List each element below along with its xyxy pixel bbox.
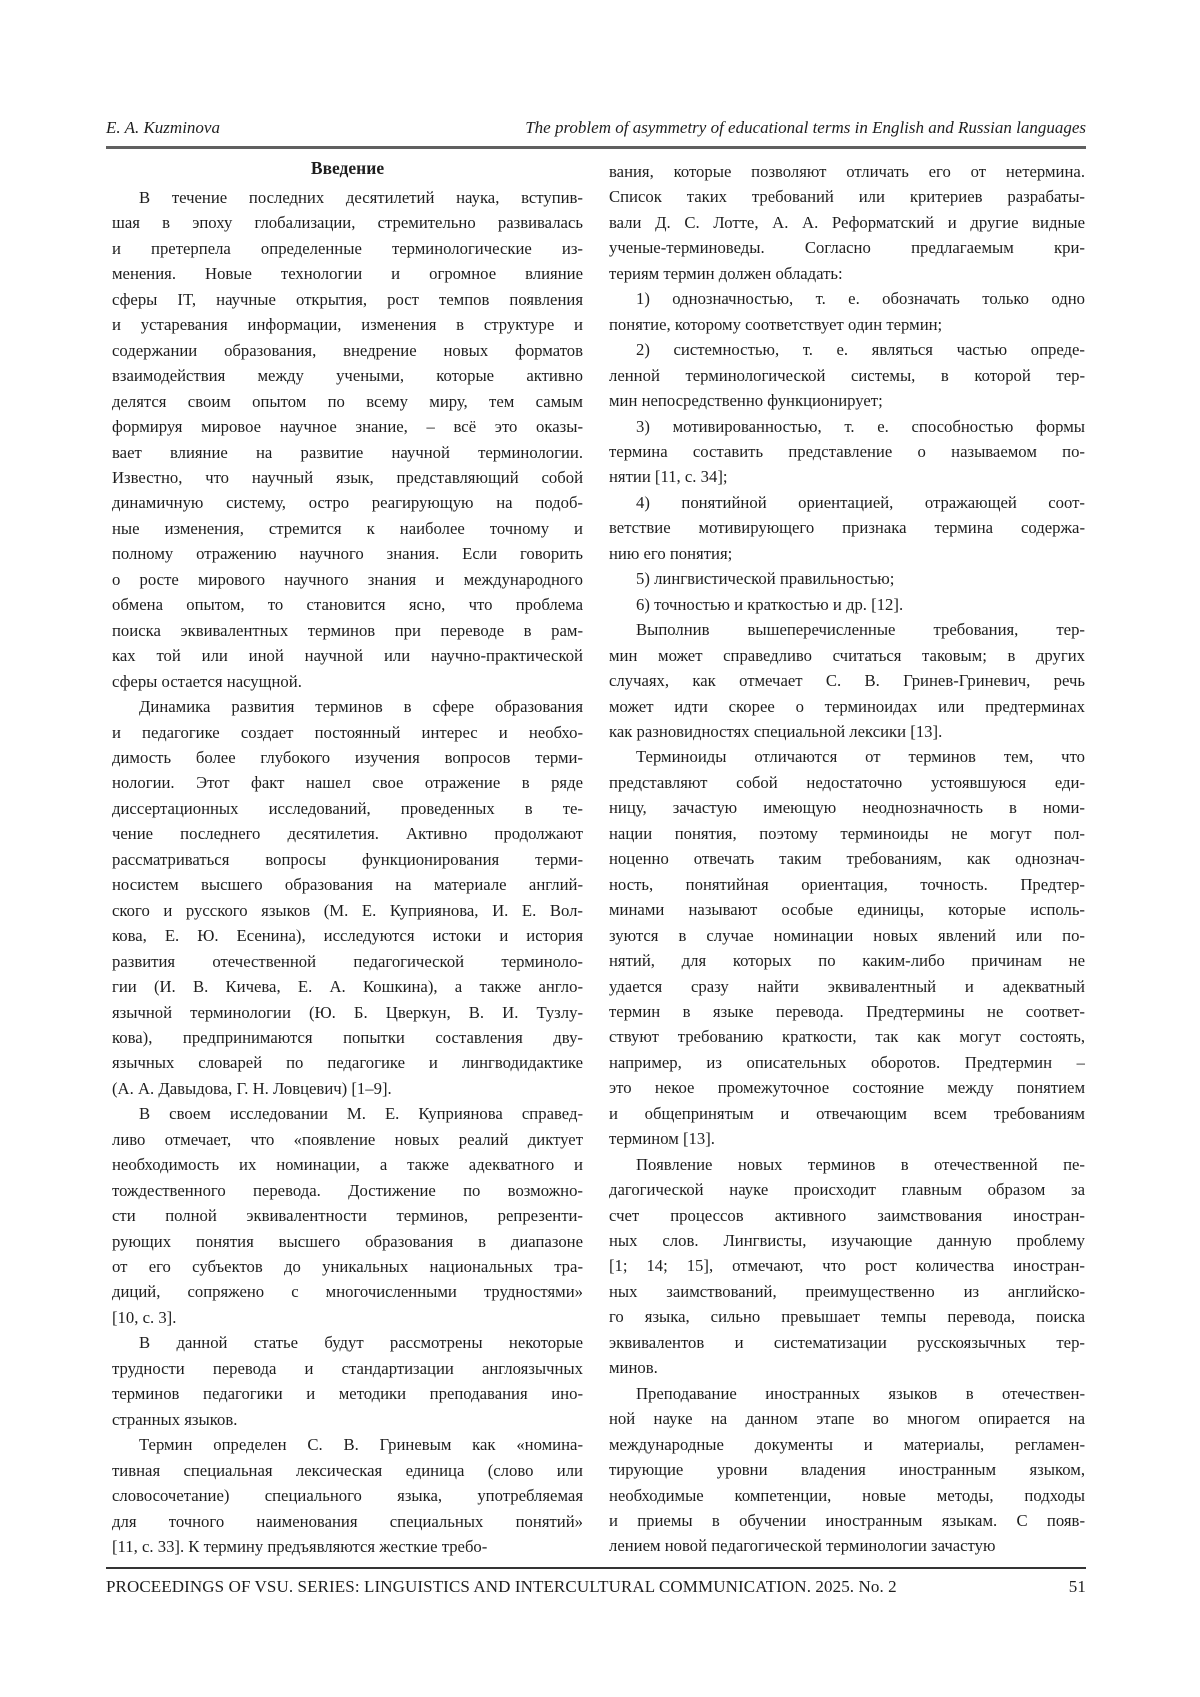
text-line: 4) понятийной ориентацией, отражающей соот- [636, 492, 1085, 512]
text-line: сферы остается насущной. [112, 671, 302, 691]
text-line: язычных словарей по педагогике и лингводидактике [112, 1053, 583, 1073]
text-line: 2) системностью, т. е. являться частью опреде- [636, 340, 1085, 360]
text-line: Динамика развития терминов в сфере образования [139, 697, 583, 717]
header-author: E. A. Kuzminova [106, 118, 220, 137]
text-line: международные документы и материалы, регламен- [609, 1434, 1085, 1454]
text-line: язычной терминологии (Ю. Б. Цверкун, В. И. Тузлу- [112, 1002, 583, 1022]
paragraph [112, 1330, 583, 1432]
text-line: менения. Новые технологии и огромное влияние [112, 264, 583, 284]
text-line: и педагогике создает постоянный интерес и необхо- [112, 722, 583, 742]
text-line: зуются в случае номинации новых явлений или по- [609, 925, 1085, 945]
text-line: кова), предпринимаются попытки составления дву- [112, 1027, 583, 1047]
text-line: 1) однозначностью, т. е. обозначать только одно [636, 289, 1085, 309]
text-line: диссертационных исследований, проведенных в те- [112, 798, 583, 818]
text-line: (А. А. Давыдова, Г. Н. Ловцевич) [1–9]. [112, 1078, 392, 1098]
text-line: представляют собой недостаточно устоявшуюся еди- [609, 772, 1085, 792]
text-line: диций, сопряжено с многочисленными трудностями» [112, 1282, 583, 1302]
paragraph [609, 337, 1085, 413]
text-line: странных языков. [112, 1409, 238, 1429]
left-column-text [112, 185, 583, 1559]
text-line: [1; 14; 15], отмечают, что рост количества иностран- [609, 1256, 1085, 1276]
text-line: тивная специальная лексическая единица (слово или [112, 1460, 583, 1480]
text-line: Известно, что научный язык, представляющий собой [112, 467, 583, 487]
text-line: гии (И. В. Кичева, Е. А. Кошкина), а также англо- [112, 977, 583, 997]
paragraph [112, 185, 583, 694]
text-line: необходимые компетенции, новые методы, подходы [609, 1485, 1085, 1505]
paragraph [609, 286, 1085, 337]
paragraph [609, 159, 1085, 286]
left-column [112, 153, 583, 1563]
paragraph [609, 490, 1085, 566]
text-line: рующих понятия высшего образования в диапазоне [112, 1231, 583, 1251]
text-line: Список таких требований или критериев разрабаты- [609, 187, 1085, 207]
text-line: 6) точностью и краткостью и др. [12]. [636, 594, 904, 614]
text-line: о росте мирового научного знания и международного [112, 569, 583, 589]
text-line: понятие, которому соответствует один термин; [609, 314, 943, 334]
text-line: ленной терминологической системы, в которой тер- [609, 365, 1085, 385]
paragraph [609, 566, 1085, 591]
text-line: ницу, зачастую имеющую неоднозначность в номи- [609, 798, 1085, 818]
text-line: обмена опытом, то становится ясно, что проблема [112, 595, 583, 615]
text-line: дагогической науке происходит главным образом за [609, 1180, 1085, 1200]
text-line: и устаревания информации, изменения в структуре и [112, 315, 583, 335]
text-line: чение последнего десятилетия. Активно продолжают [112, 824, 583, 844]
text-line: В течение последних десятилетий наука, вступив- [139, 188, 583, 207]
right-column [609, 153, 1085, 1563]
text-line: это некое промежуточное состояние между понятием [609, 1078, 1085, 1098]
text-line: нации понятия, поэтому терминоиды не могут пол- [609, 823, 1085, 843]
text-line: ках той или иной научной или научно-практической [112, 646, 583, 666]
text-line: динамичную систему, остро реагирующую на подоб- [112, 493, 583, 513]
text-line: ученые-терминоведы. Согласно предлагаемым кри- [609, 238, 1085, 258]
paragraph [609, 1152, 1085, 1381]
text-line: минов. [609, 1358, 658, 1378]
paragraph [609, 592, 1085, 617]
text-line: термин в языке перевода. Предтермины не соответ- [609, 1001, 1085, 1021]
text-line: вания, которые позволяют отличать его от нетермина. [609, 162, 1085, 181]
text-line: сти полной эквивалентности терминов, репрезенти- [112, 1206, 583, 1226]
text-line: ветствие мотивирующего признака термина содержа- [609, 518, 1085, 538]
text-line: териям термин должен обладать: [609, 263, 843, 283]
text-line: удается сразу найти эквивалентный и адекватный [609, 976, 1085, 996]
text-line: терминов педагогики и методики преподавания ино- [112, 1384, 583, 1404]
text-line: носистем высшего образования на материале англий- [112, 875, 583, 895]
paragraph [112, 1432, 583, 1559]
text-line: Термин определен С. В. Гриневым как «номина- [139, 1435, 583, 1455]
text-line: взаимодействия между учеными, которые активно [112, 366, 583, 386]
text-line: сферы IT, научные открытия, рост темпов появления [112, 289, 583, 309]
text-line: и претерпела определенные терминологические из- [112, 238, 583, 258]
text-line: счет процессов активного заимствования иностран- [609, 1205, 1085, 1225]
text-line: тождественного перевода. Достижение по возможно- [112, 1180, 583, 1200]
text-line: ной науке на данном этапе во многом опирается на [609, 1409, 1085, 1429]
text-line: [11, с. 33]. К термину предъявляются жесткие требо- [112, 1537, 488, 1557]
text-line: Преподавание иностранных языков в отечествен- [636, 1383, 1085, 1403]
text-line: мин может справедливо считаться таковым; в других [609, 645, 1085, 665]
text-line: Терминоиды отличаются от терминов тем, что [636, 747, 1085, 767]
text-line: может идти скорее о терминоидах или предтерминах [609, 696, 1085, 716]
paragraph [609, 744, 1085, 1151]
right-column-text [609, 159, 1085, 1559]
text-line: ных слов. Лингвисты, изучающие данную проблему [609, 1231, 1085, 1251]
text-line: нию его понятия; [609, 543, 733, 563]
text-line: ноценно отвечать таким требованиям, как однознач- [609, 849, 1085, 869]
text-line: трудности перевода и стандартизации англоязычных [112, 1358, 583, 1378]
footer-rule [106, 1567, 1086, 1569]
text-line: эквивалентов и систематизации русскоязычных тер- [609, 1332, 1085, 1352]
text-line: вали Д. С. Лотте, А. А. Реформатский и другие видные [609, 212, 1085, 232]
text-line: мин непосредственно функционирует; [609, 391, 883, 411]
text-line: например, из описательных оборотов. Предтермин – [609, 1052, 1085, 1072]
text-line: [10, с. 3]. [112, 1307, 177, 1327]
text-line: от его субъектов до уникальных национальных тра- [112, 1257, 583, 1277]
text-line: шая в эпоху глобализации, стремительно развивалась [112, 213, 583, 233]
text-line: лением новой педагогической терминологии зачастую [609, 1536, 996, 1556]
footer-page-number: 51 [1068, 1577, 1086, 1596]
text-line: ского и русского языков (М. Е. Куприянова, И. Е. Вол- [112, 900, 583, 920]
text-line: минами называют особые единицы, которые исполь- [609, 900, 1085, 920]
text-line: делятся своим опытом по всему миру, тем самым [112, 391, 583, 411]
text-line: Выполнив вышеперечисленные требования, тер- [636, 620, 1085, 640]
header-running-title: The problem of asymmetry of educational terms in English and Russian languages [525, 118, 1086, 137]
paragraph [112, 1101, 583, 1330]
text-line: ных заимствований, преимущественно из английско- [609, 1281, 1085, 1301]
text-line: вает влияние на развитие научной терминологии. [112, 442, 583, 462]
text-line: В данной статье будут рассмотрены некоторые [139, 1333, 583, 1353]
text-line: полному отражению научного знания. Если говорить [112, 544, 583, 564]
text-line: поиска эквивалентных терминов при переводе в рам- [112, 620, 583, 640]
text-line: ливо отмечает, что «появление новых реалий диктует [112, 1129, 583, 1149]
text-line: димость более глубокого изучения вопросов терми- [112, 747, 583, 767]
text-line: тирующие уровни владения иностранным языком, [609, 1460, 1085, 1480]
text-line: нологии. Этот факт нашел свое отражение в ряде [112, 773, 583, 793]
text-line: как разновидностях специальной лексики [13]. [609, 721, 943, 741]
paragraph [609, 617, 1085, 744]
text-line: кова, Е. Ю. Есенина), исследуются истоки и история [112, 926, 583, 946]
text-line: нятий, для которых по каким-либо причинам не [609, 951, 1085, 971]
text-line: термином [13]. [609, 1129, 715, 1149]
text-line: и общепринятым и отвечающим всем требованиям [609, 1103, 1085, 1123]
paragraph [112, 694, 583, 1101]
text-line: 5) лингвистической правильностью; [636, 569, 895, 589]
text-line: 3) мотивированностью, т. е. способностью формы [636, 416, 1085, 436]
header-rule [106, 146, 1086, 149]
footer-journal-line: PROCEEDINGS OF VSU. SERIES: LINGUISTICS AND INTERCULTURAL COMMUNICATION. 2025. No. 2 [106, 1577, 897, 1596]
text-line: нятии [11, с. 34]; [609, 467, 728, 487]
text-line: ствуют требованию краткости, так как могут состоять, [609, 1027, 1085, 1047]
paragraph [609, 414, 1085, 490]
page-footer [106, 1576, 1086, 1598]
page-header [106, 117, 1086, 138]
text-line: формируя мировое научное знание, – всё это оказы- [112, 417, 583, 437]
text-line: ность, понятийная ориентация, точность. Предтер- [609, 874, 1085, 894]
text-line: Появление новых терминов в отечественной пе- [636, 1154, 1085, 1174]
text-line: и приемы в обучении иностранным языкам. С появ- [609, 1511, 1085, 1531]
text-line: случаях, как отмечает С. В. Гринев-Гриневич, речь [609, 671, 1085, 691]
text-line: рассматриваться вопросы функционирования терми- [112, 849, 583, 869]
text-line: содержании образования, внедрение новых форматов [112, 340, 583, 360]
paragraph [609, 1381, 1085, 1559]
text-line: ные изменения, стремится к наиболее точному и [112, 518, 583, 538]
text-line: для точного наименования специальных понятий» [112, 1511, 583, 1531]
text-line: термина составить представление о называемом по- [609, 441, 1085, 461]
text-line: словосочетание) специального языка, употребляемая [112, 1486, 583, 1506]
text-line: развития отечественной педагогической терминоло- [112, 951, 583, 971]
text-line: го языка, сильно превышает темпы перевода, поиска [609, 1307, 1085, 1327]
text-line: В своем исследовании М. Е. Куприянова справед- [139, 1104, 583, 1124]
section-heading: Введение [310, 158, 385, 178]
text-line: необходимость их номинации, а также адекватного и [112, 1155, 583, 1175]
